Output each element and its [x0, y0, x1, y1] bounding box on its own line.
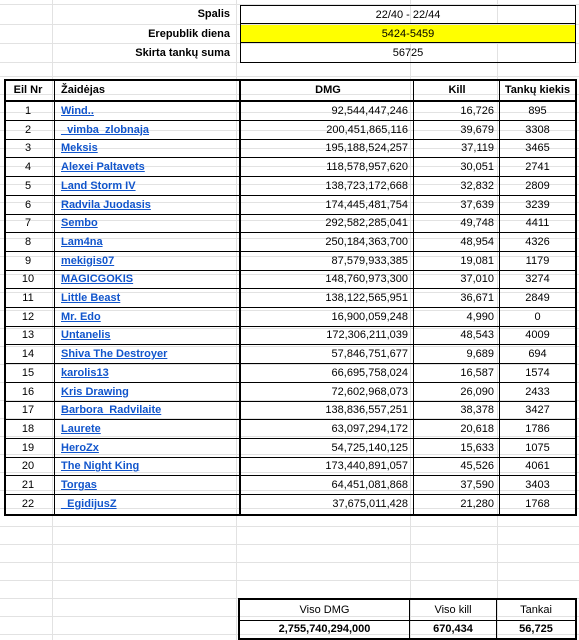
- tanks-value: 1179: [525, 254, 550, 267]
- tanks-value: 1075: [525, 441, 550, 454]
- tanks-value: 4326: [525, 235, 550, 248]
- header-dmg: DMG: [315, 84, 341, 96]
- table-row: [6, 102, 575, 120]
- player-link[interactable]: Mr. Edo: [61, 310, 101, 323]
- header-nr: Eil Nr: [13, 84, 43, 96]
- table-row: [6, 139, 575, 157]
- player-link[interactable]: Untanelis: [61, 329, 111, 342]
- period-value[interactable]: 22/40 - 22/44: [241, 6, 575, 24]
- dmg-value: 250,184,363,700: [325, 235, 408, 248]
- dmg-value: 195,188,524,257: [325, 142, 408, 155]
- row-number: 10: [21, 273, 35, 286]
- kill-value: 37,010: [460, 273, 494, 286]
- kill-value: 4,990: [466, 310, 494, 323]
- tanks-value: 0: [534, 310, 541, 323]
- dmg-value: 138,122,565,951: [325, 292, 408, 304]
- tanks-value: 694: [528, 348, 547, 361]
- total-kill-value[interactable]: 670,434: [433, 623, 473, 635]
- total-dmg-value[interactable]: 2,755,740,294,000: [278, 623, 371, 635]
- table-row: [6, 177, 575, 195]
- dmg-value: 63,097,294,172: [331, 422, 408, 435]
- dmg-value: 54,725,140,125: [331, 441, 408, 454]
- total-dmg-label: Viso DMG: [299, 604, 350, 616]
- row-number: 18: [21, 422, 35, 435]
- dmg-value: 138,723,172,668: [325, 179, 408, 192]
- kill-value: 45,526: [460, 460, 494, 473]
- row-number: 19: [21, 441, 35, 454]
- player-link[interactable]: mekigis07: [61, 254, 115, 267]
- table-row: [6, 308, 575, 326]
- table-row: [6, 233, 575, 251]
- table-row: [6, 495, 575, 513]
- row-number: 2: [24, 123, 32, 136]
- header-player: Žaidėjas: [61, 84, 106, 96]
- player-link[interactable]: Meksis: [61, 142, 98, 155]
- period-label: Spalis: [197, 8, 230, 20]
- dmg-value: 57,846,751,677: [331, 348, 408, 361]
- dmg-value: 200,451,865,116: [326, 123, 408, 136]
- row-number: 11: [22, 292, 34, 304]
- tanks-value: 3465: [525, 142, 550, 155]
- day-label: Erepublik diena: [148, 28, 230, 40]
- dmg-value: 138,836,557,251: [325, 404, 408, 417]
- kill-value: 37,590: [460, 479, 494, 491]
- tanks-value: 2809: [525, 179, 550, 192]
- kill-value: 21,280: [460, 497, 494, 510]
- kill-value: 9,689: [466, 348, 494, 361]
- player-link[interactable]: Barbora_Radvilaite: [61, 404, 162, 417]
- table-row: [6, 383, 575, 401]
- table-row: [6, 270, 575, 288]
- player-link[interactable]: Land Storm IV: [61, 179, 136, 192]
- row-number: 22: [21, 497, 35, 510]
- table-row: [6, 345, 575, 363]
- dmg-value: 118,578,957,620: [326, 161, 408, 174]
- row-number: 20: [21, 460, 35, 473]
- totals-table: [238, 598, 577, 640]
- total-tanks-value[interactable]: 56,725: [519, 623, 553, 635]
- row-number: 5: [24, 179, 32, 192]
- tanks-value: 895: [528, 105, 547, 117]
- player-link[interactable]: Wind..: [61, 105, 94, 117]
- table-header-row: [6, 81, 575, 100]
- table-row: [6, 439, 575, 457]
- total-kill-label: Viso kill: [434, 604, 472, 616]
- header-tanks: Tankų kiekis: [504, 84, 571, 96]
- dmg-value: 64,451,081,868: [331, 479, 408, 491]
- table-row: [6, 420, 575, 438]
- kill-value: 19,081: [460, 254, 494, 267]
- row-number: 14: [21, 348, 35, 361]
- tanks-value: 2433: [525, 385, 550, 398]
- row-number: 3: [24, 142, 32, 155]
- row-number: 1: [24, 105, 32, 117]
- tanks-value: 4411: [525, 217, 550, 230]
- player-link[interactable]: Kris Drawing: [61, 385, 129, 398]
- tanks-value: 2741: [525, 161, 550, 174]
- kill-value: 49,748: [460, 217, 494, 230]
- tanks-value: 3308: [525, 123, 550, 136]
- table-row: [6, 121, 575, 139]
- player-link[interactable]: Radvila Juodasis: [61, 198, 151, 211]
- table-row: [6, 364, 575, 382]
- row-number: 17: [21, 404, 35, 417]
- row-number: 12: [21, 310, 35, 323]
- table-row: [6, 252, 575, 270]
- kill-value: 30,051: [460, 161, 494, 174]
- tanks-value: 1786: [525, 422, 550, 435]
- dmg-value: 87,579,933,385: [331, 254, 408, 267]
- row-number: 21: [21, 479, 35, 491]
- tank-sum-label: Skirta tankų suma: [135, 47, 230, 59]
- row-number: 15: [21, 366, 35, 379]
- player-link[interactable]: Alexei Paltavets: [61, 161, 145, 174]
- dmg-value: 173,440,891,057: [325, 460, 408, 473]
- player-link[interactable]: karolis13: [61, 366, 109, 379]
- dmg-value: 66,695,758,024: [331, 366, 408, 379]
- day-value-highlighted[interactable]: 5424-5459: [241, 25, 575, 43]
- player-link[interactable]: HeroZx: [61, 441, 99, 454]
- results-table: [4, 79, 577, 516]
- tanks-value: 4061: [525, 460, 550, 473]
- kill-value: 37,119: [461, 142, 494, 155]
- player-link[interactable]: Lam4na: [61, 235, 103, 248]
- kill-value: 48,543: [460, 329, 494, 342]
- kill-value: 32,832: [460, 179, 494, 192]
- header-kill: Kill: [448, 84, 466, 96]
- row-number: 9: [24, 254, 32, 267]
- tank-sum-value[interactable]: 56725: [392, 47, 424, 59]
- table-row: [6, 476, 575, 494]
- kill-value: 16,726: [460, 105, 494, 117]
- tanks-value: 2849: [525, 292, 550, 304]
- dmg-value: 148,760,973,300: [325, 273, 408, 286]
- player-link[interactable]: Sembo: [61, 217, 98, 230]
- dmg-value: 292,582,285,041: [325, 217, 408, 230]
- tanks-value: 3239: [525, 198, 550, 211]
- kill-value: 16,587: [460, 366, 494, 379]
- player-link[interactable]: _EgidijusZ: [61, 497, 117, 510]
- table-row: [6, 289, 575, 307]
- table-row: [6, 457, 575, 475]
- table-row: [6, 401, 575, 419]
- kill-value: 37,639: [460, 198, 494, 211]
- row-number: 16: [21, 385, 35, 398]
- player-link[interactable]: Torgas: [61, 479, 97, 491]
- dmg-value: 92,544,447,246: [331, 105, 408, 117]
- player-link[interactable]: _vimba_zlobnaja: [61, 123, 150, 136]
- player-link[interactable]: Little Beast: [61, 292, 121, 304]
- kill-value: 38,378: [460, 404, 494, 417]
- kill-value: 36,671: [460, 292, 494, 304]
- tanks-value: 1768: [525, 497, 550, 510]
- player-link[interactable]: Laurete: [61, 422, 101, 435]
- row-number: 4: [24, 161, 32, 174]
- table-row: [6, 326, 575, 344]
- table-row: [6, 214, 575, 232]
- total-tanks-label: Tankai: [520, 604, 552, 616]
- dmg-value: 172,306,211,039: [326, 329, 408, 342]
- tanks-value: 4009: [525, 329, 550, 342]
- row-number: 6: [24, 198, 32, 211]
- kill-value: 39,679: [460, 123, 494, 136]
- player-link[interactable]: Shiva The Destroyer: [61, 348, 168, 361]
- tanks-value: 1574: [525, 366, 550, 379]
- tanks-value: 3274: [525, 273, 550, 286]
- tanks-value: 3427: [525, 404, 550, 417]
- row-number: 13: [21, 329, 35, 342]
- player-link[interactable]: MAGICGOKIS: [61, 273, 134, 286]
- dmg-value: 16,900,059,248: [331, 310, 408, 323]
- kill-value: 26,090: [460, 385, 494, 398]
- row-number: 7: [24, 217, 32, 230]
- player-link[interactable]: The Night King: [61, 460, 140, 473]
- kill-value: 48,954: [460, 235, 494, 248]
- kill-value: 20,618: [460, 422, 494, 435]
- row-number: 8: [24, 235, 32, 248]
- dmg-value: 174,445,481,754: [325, 198, 408, 211]
- table-row: [6, 158, 575, 176]
- tanks-value: 3403: [525, 479, 550, 491]
- dmg-value: 37,675,011,428: [332, 497, 408, 510]
- kill-value: 15,633: [460, 441, 494, 454]
- table-row: [6, 196, 575, 214]
- dmg-value: 72,602,968,073: [331, 385, 408, 398]
